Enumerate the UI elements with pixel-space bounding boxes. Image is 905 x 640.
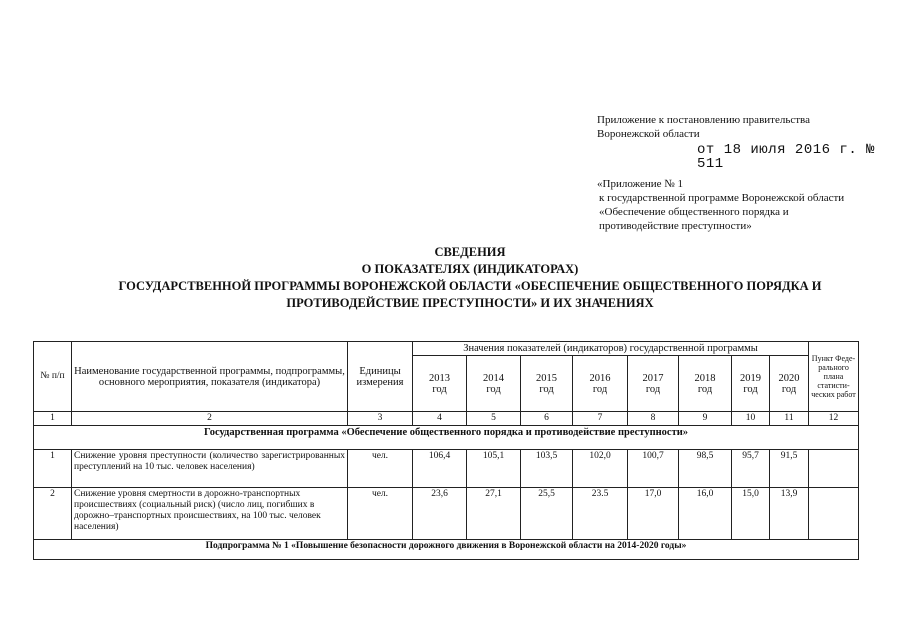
row-value: 91,5 bbox=[770, 450, 809, 488]
col-number: 9 bbox=[679, 412, 732, 426]
indicators-table bbox=[33, 341, 859, 560]
row-value: 17,0 bbox=[628, 488, 679, 540]
col-number: 11 bbox=[770, 412, 809, 426]
document-title bbox=[60, 244, 880, 312]
header-name: Наименование государственной программы, подпрограммы, основного мероприятия, показателя (индикатора) bbox=[72, 342, 348, 412]
col-number: 2 bbox=[72, 412, 348, 426]
header-plan: Пункт Феде-рального плана статисти-ческих работ bbox=[809, 342, 859, 412]
title-line2: О ПОКАЗАТЕЛЯХ (ИНДИКАТОРАХ) bbox=[361, 262, 579, 276]
row-value: 23.5 bbox=[573, 488, 628, 540]
col-number: 4 bbox=[413, 412, 467, 426]
row-value: 102,0 bbox=[573, 450, 628, 488]
row-value: 103,5 bbox=[521, 450, 573, 488]
title-line3: ГОСУДАРСТВЕННОЙ ПРОГРАММЫ ВОРОНЕЖСКОЙ ОБЛАСТИ «ОБЕСПЕЧЕНИЕ ОБЩЕСТВЕННОГО ПОРЯДКА И bbox=[118, 279, 822, 293]
row-no: 2 bbox=[34, 488, 72, 540]
appendix-ref3: «Обеспечение общественного порядка и bbox=[599, 206, 789, 218]
row-value: 100,7 bbox=[628, 450, 679, 488]
section-subprogram: Подпрограмма № 1 «Повышение безопасности дорожного движения в Воронежской области на 2014-2020 годы» bbox=[34, 540, 859, 560]
appendix-line1: Приложение к постановлению правительства bbox=[597, 114, 810, 126]
row-unit: чел. bbox=[348, 450, 413, 488]
header-year: 2014 год bbox=[467, 356, 521, 412]
appendix-line2: Воронежской области bbox=[597, 128, 700, 140]
row-value: 27,1 bbox=[467, 488, 521, 540]
row-value: 106,4 bbox=[413, 450, 467, 488]
appendix-date-number: от 18 июля 2016 г. № 511 bbox=[697, 142, 876, 172]
row-value: 23,6 bbox=[413, 488, 467, 540]
appendix-block bbox=[597, 113, 905, 233]
title-line1: СВЕДЕНИЯ bbox=[434, 245, 506, 259]
row-value: 105,1 bbox=[467, 450, 521, 488]
row-value: 13,9 bbox=[770, 488, 809, 540]
row-value: 98,5 bbox=[679, 450, 732, 488]
table-row bbox=[34, 488, 859, 540]
row-name: Снижение уровня смертности в дорожно-транспортных происшествиях (социальный риск) (число лиц, погибших в дорожно–транспортных происшествиях, на 100 тыс. человек населения) bbox=[72, 488, 348, 540]
header-unit: Единицы измерения bbox=[348, 342, 413, 412]
title-line4: ПРОТИВОДЕЙСТВИЕ ПРЕСТУПНОСТИ» И ИХ ЗНАЧЕНИЯХ bbox=[286, 296, 654, 310]
appendix-ref2: к государственной программе Воронежской области bbox=[599, 192, 845, 204]
row-value: 16,0 bbox=[679, 488, 732, 540]
section-program: Государственная программа «Обеспечение общественного порядка и противодействие преступности» bbox=[34, 426, 859, 450]
header-no: № п/п bbox=[34, 342, 72, 412]
row-plan bbox=[809, 450, 859, 488]
row-name: Снижение уровня преступности (количество зарегистрированных преступлений на 10 тыс. человек населения) bbox=[72, 450, 348, 488]
row-value: 25,5 bbox=[521, 488, 573, 540]
col-number: 3 bbox=[348, 412, 413, 426]
header-year: 2017 год bbox=[628, 356, 679, 412]
col-number: 12 bbox=[809, 412, 859, 426]
col-number: 1 bbox=[34, 412, 72, 426]
header-values: Значения показателей (индикаторов) государственной программы bbox=[413, 342, 809, 356]
header-year: 2016 год bbox=[573, 356, 628, 412]
row-value: 95,7 bbox=[732, 450, 770, 488]
header-year: 2018 год bbox=[679, 356, 732, 412]
row-no: 1 bbox=[34, 450, 72, 488]
row-unit: чел. bbox=[348, 488, 413, 540]
col-number: 5 bbox=[467, 412, 521, 426]
appendix-ref1: «Приложение № 1 bbox=[597, 178, 684, 190]
col-number: 6 bbox=[521, 412, 573, 426]
row-value: 15,0 bbox=[732, 488, 770, 540]
header-year: 2015 год bbox=[521, 356, 573, 412]
header-year: 2013 год bbox=[413, 356, 467, 412]
row-plan bbox=[809, 488, 859, 540]
appendix-ref4: противодействие преступности» bbox=[599, 220, 752, 232]
table-row bbox=[34, 450, 859, 488]
header-year: 2019 год bbox=[732, 356, 770, 412]
col-number: 10 bbox=[732, 412, 770, 426]
col-number: 8 bbox=[628, 412, 679, 426]
col-number: 7 bbox=[573, 412, 628, 426]
header-year: 2020 год bbox=[770, 356, 809, 412]
